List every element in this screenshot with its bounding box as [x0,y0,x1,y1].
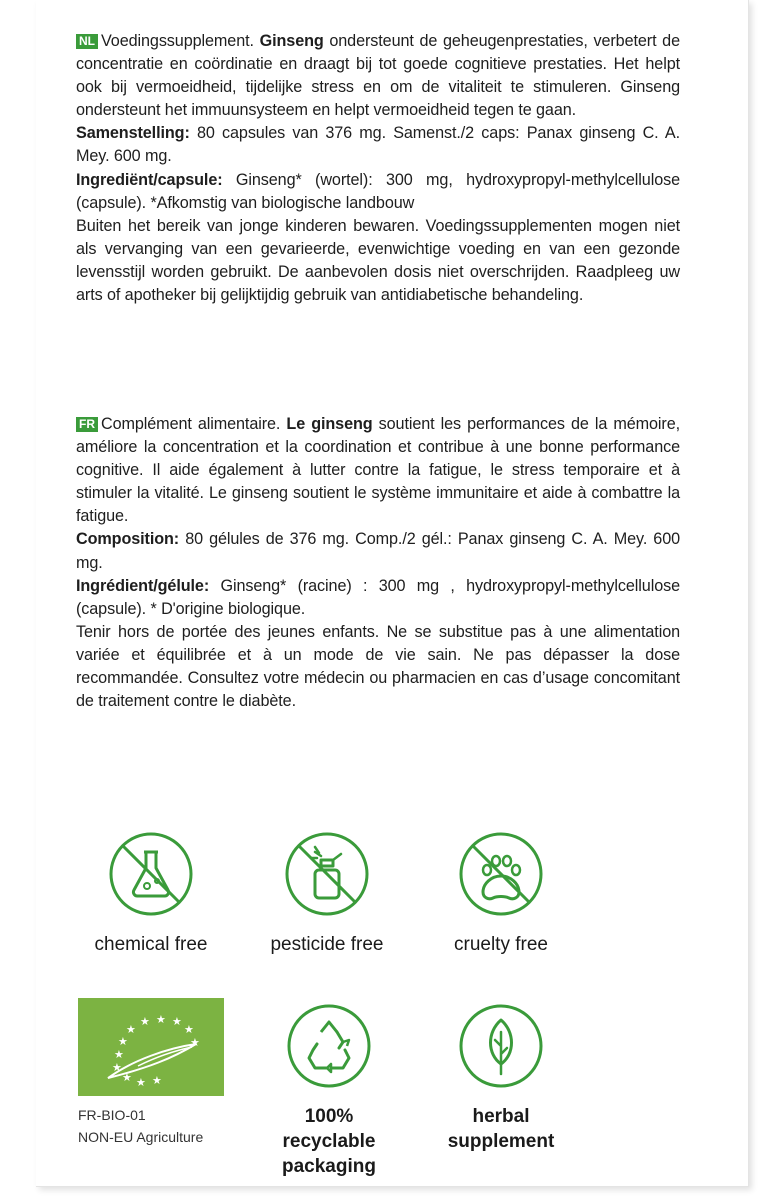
badge-herbal [416,1002,586,1154]
svg-text:★: ★ [114,1048,124,1061]
svg-text:★: ★ [156,1013,166,1026]
recycle-icon [285,1002,373,1090]
organic-control-code: FR-BIO-01 [78,1107,146,1123]
flask-no-icon [107,830,195,918]
language-tag-fr: FR [76,417,98,432]
svg-text:★: ★ [112,1061,122,1074]
badge-recyclable [244,1002,414,1179]
svg-text:★: ★ [126,1023,136,1036]
badge-chemical-free [66,830,236,957]
badge-cruelty-free [416,830,586,957]
dutch-composition: Samenstelling: 80 capsules van 376 mg. Samenst./2 caps: Panax ginseng C. A. Mey. 600 mg. [76,124,680,166]
dutch-intro: NL Voedingssupplement. Ginseng ondersteunt de geheugenprestaties, verbetert de concentratie en coördinatie en draagt bij tot goede cognitieve prestaties. Het helpt ook bij vermoeidheid, tijdelijke stress en om de vitaliteit te stimuleren. Ginseng ondersteunt het immuunsysteem en helpt vermoeidheid tegen te gaan. [76,32,680,120]
cruelty-free-label: cruelty free [454,934,548,955]
recyclable-label: 100% recyclable packaging [282,1106,376,1177]
paw-no-icon [457,830,545,918]
svg-text:★: ★ [136,1076,146,1089]
svg-text:★: ★ [190,1036,200,1049]
svg-text:★: ★ [152,1074,162,1087]
svg-text:★: ★ [122,1071,132,1084]
herbal-label: herbal supplement [447,1106,555,1152]
dutch-ingredients: Ingrediënt/capsule: Ginseng* (wortel): 300 mg, hydroxypropyl-methylcellulose (capsule). *Afkomstig van biologische landbouw [76,170,680,212]
chemical-free-label: chemical free [94,934,208,955]
svg-text:★: ★ [118,1035,128,1048]
pesticide-free-label: pesticide free [270,934,384,955]
french-warning: Tenir hors de portée des jeunes enfants. Ne se substitue pas à une alimentation variée et équilibrée et à un mode de vie sain. Ne pas dépasser la dose recommandée. Consultez votre médecin ou pharmacien en cas d’usage concomitant de traitement contre le diabète. [76,622,680,711]
svg-text:★: ★ [184,1023,194,1036]
spray-bottle-no-icon [283,830,371,918]
french-composition: Composition: 80 gélules de 376 mg. Comp./2 gél.: Panax ginseng C. A. Mey. 600 mg. [76,530,680,572]
dutch-text-block [76,30,680,307]
svg-text:★: ★ [140,1015,150,1028]
french-intro: FR Complément alimentaire. Le ginseng soutient les performances de la mémoire, améliore la concentration et la coordination et contribue à une bonne performance cognitive. Il aide également à lutter contre la fatigue, le stress temporaire et à stimuler la vitalité. Le ginseng soutient le système immunitaire et aide à combattre la fatigue. [76,415,680,526]
svg-text:★: ★ [172,1015,182,1028]
dutch-warning: Buiten het bereik van jonge kinderen bewaren. Voedingssupplementen mogen niet als vervanging van een gevarieerde, evenwichtige voeding en van een gezonde levensstijl worden gebruikt. De aanbevolen dosis niet overschrijden. Raadpleeg uw arts of apotheker bij gelijktijdig gebruik van antidiabetische behandeling. [76,216,680,305]
agriculture-origin: NON-EU Agriculture [78,1129,204,1145]
language-tag-nl: NL [76,34,98,49]
french-text-block [76,413,680,713]
french-ingredients: Ingrédient/gélule: Ginseng* (racine) : 300 mg , hydroxypropyl-methylcellulose (capsule). * D'origine biologique. [76,576,680,618]
badge-pesticide-free [242,830,412,957]
eu-organic-leaf-logo [78,998,224,1096]
eu-organic-code [78,1104,203,1148]
leaf-icon [457,1002,545,1090]
